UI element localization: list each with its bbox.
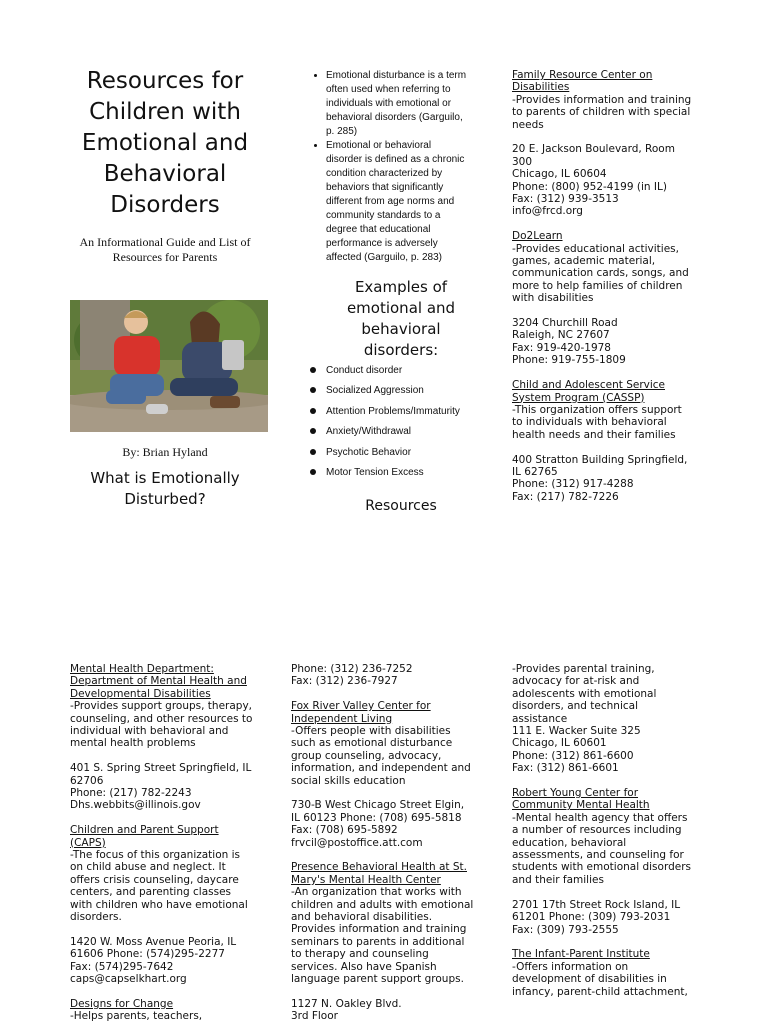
resource-list-bottom-middle	[291, 663, 501, 1035]
definition-bullet: • Emotional disturbance is a term often used when referring to individuals with emotional or behavioral disorders (Garguilo, p. 285)	[326, 69, 488, 139]
what-heading-line: Disturbed?	[124, 490, 206, 508]
cover-photo	[70, 300, 268, 432]
title-line: Disorders	[110, 192, 220, 218]
byline: By: Brian Hyland	[122, 445, 208, 459]
resource-entry: Robert Young Center for Community Mental Health -Mental health agency that offers a number of resources including education, behavioral assessments, and counseling for students with emotional disorders and their families 2701 17th Street Rock Island, IL 61201 Phone: (309) 793-2031 Fax: (309) 793-2555	[512, 787, 722, 936]
what-heading-line: What is Emotionally	[90, 469, 240, 487]
bullet-dot-icon	[310, 449, 316, 455]
resource-entry: The Infant-Parent Institute -Offers information on development of disabilities in infancy, parent-child attachment,	[512, 948, 722, 998]
resource-list-bottom-left	[70, 663, 280, 1035]
resource-entry: Child and Adolescent Service System Program (CASSP) -This organization offers support to individuals with behavioral health needs and their families 400 Stratton Building Springfield, IL 62765 Phone: (312) 917-4288 Fax: (217) 782-7226	[512, 379, 722, 503]
resource-heading: Mary's Mental Health Center	[291, 873, 441, 886]
photo-illustration	[70, 300, 268, 432]
resource-heading: Do2Learn	[512, 230, 563, 243]
bullet-dot-icon	[310, 367, 316, 373]
examples-heading: Examples of emotional and behavioral disorders:	[346, 278, 456, 359]
example-item: Attention Problems/Immaturity	[310, 405, 500, 425]
resource-list-right-top	[512, 69, 722, 516]
resource-heading: Fox River Valley Center for	[291, 700, 431, 713]
resource-heading: Independent Living	[291, 712, 393, 725]
resource-entry: Phone: (312) 236-7252 Fax: (312) 236-7927	[291, 663, 413, 688]
resource-heading: Designs for Change	[70, 997, 174, 1010]
example-item: Psychotic Behavior	[310, 446, 500, 466]
resource-entry: -Provides parental training, advocacy for at-risk and adolescents with emotional disorders, and technical assistance 111 E. Wacker Suite 325 Chicago, IL 60601 Phone: (312) 861-6600 Fax: (312) 861-6601	[512, 663, 657, 775]
bullet-dot-icon	[310, 469, 316, 475]
bullet-dot-icon	[310, 387, 316, 393]
example-item: Socialized Aggression	[310, 384, 500, 404]
title-line: Resources for	[86, 68, 244, 94]
resource-heading: Mental Health Department:	[70, 663, 214, 675]
definition-bullet: • Emotional or behavioral disorder is defined as a chronic condition characterized by behaviors that significantly different from age norms and community standards to a degree that educational performance is adversely affected (Garguilo, p. 283)	[326, 139, 488, 265]
resource-heading: Family Resource Center on	[512, 69, 653, 81]
resource-heading: Department of Mental Health and	[70, 675, 247, 688]
what-is-heading	[60, 468, 270, 510]
resource-heading: Robert Young Center for	[512, 787, 639, 800]
subtitle-line: Resources for Parents	[112, 250, 218, 264]
resource-entry: Designs for Change -Helps parents, teachers,	[70, 998, 280, 1023]
resource-heading: Disabilities	[512, 81, 570, 94]
title-line: Emotional and	[81, 130, 249, 156]
title-line: Children with	[89, 99, 241, 125]
resource-entry: Mental Health Department: Department of Mental Health and Developmental Disabilities -Provides support groups, therapy, counseling, and other resources to individual with behavioral and mental health problems 401 S. Spring Street Springfield, IL 62706 Phone: (217) 782-2243 Dhs.webbits@illinois.gov	[70, 663, 280, 812]
brochure-subtitle	[60, 235, 270, 265]
resource-entry: Family Resource Center on Disabilities -Provides information and training to parents of children with special needs 20 E. Jackson Boulevard, Room 300 Chicago, IL 60604 Phone: (800) 952-4199 (in IL) Fax: (312) 939-3513 info@frcd.org	[512, 69, 722, 218]
bullet-dot-icon	[310, 408, 316, 414]
resource-entry: Presence Behavioral Health at St. Mary's Mental Health Center -An organization that works with children and adults with emotional and behavioral disabilities. Provides information and training seminars to parents in additional to therapy and counseling services. Also have Spanish language parent support groups. 1127 N. Oakley Blvd. 3rd Floor	[291, 861, 501, 1022]
example-item: Anxiety/Withdrawal	[310, 425, 500, 445]
resource-heading: System Program (CASSP)	[512, 391, 645, 404]
brochure-title	[60, 66, 270, 221]
resource-heading: Presence Behavioral Health at St.	[291, 861, 467, 874]
resource-heading: Community Mental Health	[512, 799, 650, 812]
definition-list	[308, 69, 488, 265]
example-item: Conduct disorder	[310, 364, 500, 384]
resource-entry: Children and Parent Support (CAPS) -The focus of this organization is on child abuse and neglect. It offers crisis counseling, daycare centers, and parenting classes with children who have emotional disorders. 1420 W. Moss Avenue Peoria, IL 61606 Phone: (574)295-2277 Fax: (574)295-7642 caps@capselkhart.org	[70, 824, 280, 985]
title-line: Behavioral	[103, 161, 227, 187]
examples-list	[310, 364, 500, 486]
resource-heading: The Infant-Parent Institute	[512, 948, 650, 961]
example-item: Motor Tension Excess	[310, 466, 500, 486]
resource-heading: Children and Parent Support	[70, 824, 219, 837]
resource-list-bottom-right	[512, 663, 722, 1010]
subtitle-line: An Informational Guide and List of	[79, 235, 251, 249]
resources-heading: Resources	[365, 498, 437, 514]
resource-entry: Fox River Valley Center for Independent Living -Offers people with disabilities such as emotional disturbance group counseling, advocacy, information, and independent and social skills education 730-B West Chicago Street Elgin, IL 60123 Phone: (708) 695-5818 Fax: (708) 695-5892 frvcil@postoffice.att.com	[291, 700, 501, 849]
resource-entry: Do2Learn -Provides educational activities, games, academic material, communication cards, songs, and more to help families of children with disabilities 3204 Churchill Road Raleigh, NC 27607 Fax: 919-420-1978 Phone: 919-755-1809	[512, 230, 722, 366]
bullet-dot-icon	[310, 428, 316, 434]
resource-heading: Developmental Disabilities	[70, 687, 211, 700]
resource-heading: Child and Adolescent Service	[512, 379, 665, 392]
resource-heading: (CAPS)	[70, 836, 106, 849]
